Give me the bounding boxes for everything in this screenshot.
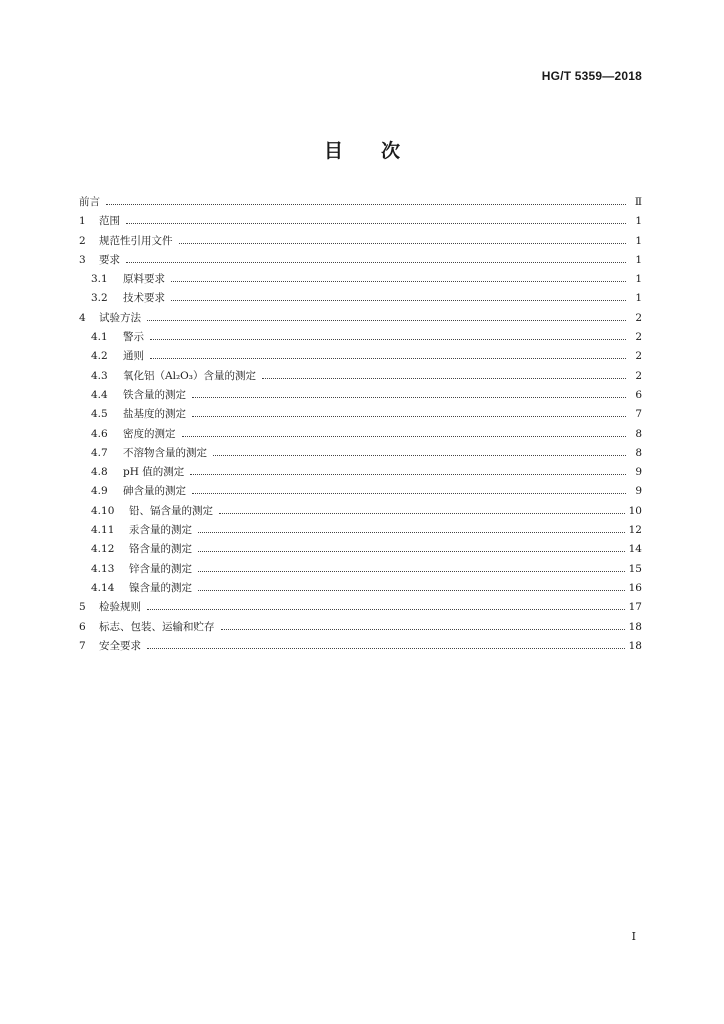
toc-entry-label: 规范性引用文件 [99,234,173,247]
dot-leader [171,299,626,301]
dot-leader [126,222,626,224]
dot-leader [106,203,626,205]
toc-entry-number: 4.11 [91,524,115,537]
dot-leader [126,261,626,263]
toc-entry[interactable] [79,503,642,522]
page-number: Ⅰ [631,930,636,943]
toc-entry[interactable] [79,213,642,232]
toc-entry-number: 4.14 [91,581,115,594]
dot-leader [198,570,625,572]
toc-entry-number: 7 [79,639,86,652]
toc-entry-page: 1 [635,215,642,228]
toc-entry-page: 6 [635,388,642,401]
toc-entry-label: 通则 [123,350,144,363]
toc-entry[interactable] [79,290,642,309]
toc-entry[interactable] [79,368,642,387]
toc-entry-number: 1 [79,215,86,228]
toc-entry[interactable] [79,387,642,406]
toc-entry-page: 9 [635,466,642,479]
toc-entry-label: 铁含量的测定 [123,388,186,401]
toc-entry-page: 1 [635,292,642,305]
dot-leader [192,415,626,417]
toc-entry-label: 前言 [79,196,100,208]
toc-entry-label: 标志、包装、运输和贮存 [99,620,215,633]
toc-entry-number: 4.5 [91,408,108,421]
toc-entry-label: 试验方法 [99,311,141,324]
toc-entry-page: 15 [628,562,642,575]
toc-entry[interactable] [79,329,642,348]
toc-entry-label: 汞含量的测定 [129,524,192,537]
toc-entry[interactable] [79,483,642,502]
title-char-1: 目 [323,140,343,162]
toc-entry[interactable] [79,406,642,425]
toc-entry-page: 2 [635,331,642,344]
toc-entry[interactable] [79,464,642,483]
toc-entry-page: 17 [628,601,642,614]
toc-entry-label: pH 值的测定 [123,466,185,479]
toc-entry-number: 4.3 [91,369,108,382]
toc-entry[interactable] [79,426,642,445]
toc-entry-page: 18 [628,620,642,633]
toc-entry[interactable] [79,233,642,252]
dot-leader [198,550,625,552]
toc-entry-number: 4.10 [91,504,115,517]
toc-entry-label: 砷含量的测定 [123,485,186,498]
toc-entry-label: 范围 [99,215,120,228]
toc-entry[interactable] [79,638,642,657]
toc-entry-number: 4 [79,311,86,324]
toc-entry[interactable] [79,580,642,599]
toc-entry-number: 3.1 [91,273,108,286]
toc-entry-page: 2 [635,350,642,363]
toc-entry[interactable] [79,252,642,271]
toc-entry[interactable] [79,310,642,329]
dot-leader [179,242,627,244]
table-of-contents [79,194,642,657]
toc-entry-page: 16 [628,581,642,594]
toc-entry-page: 10 [628,504,642,517]
toc-entry-page: Ⅱ [634,196,642,208]
toc-entry-number: 4.2 [91,350,108,363]
toc-entry-number: 2 [79,234,86,247]
toc-entry-label: 锌含量的测定 [129,562,192,575]
toc-entry-page: 18 [628,639,642,652]
title-char-2: 次 [381,140,401,162]
toc-entry-page: 12 [628,524,642,537]
toc-entry-number: 4.6 [91,427,108,440]
toc-entry-page: 1 [635,273,642,286]
toc-entry-number: 6 [79,620,86,633]
toc-entry-page: 2 [635,369,642,382]
dot-leader [192,492,626,494]
dot-leader [150,357,626,359]
toc-entry[interactable] [79,522,642,541]
toc-entry-page: 1 [635,253,642,266]
dot-leader [262,377,626,379]
dot-leader [192,396,626,398]
toc-entry-number: 3 [79,253,86,266]
dot-leader [147,647,625,649]
toc-entry-number: 4.7 [91,446,108,459]
toc-entry[interactable] [79,599,642,618]
toc-entry-label: 镍含量的测定 [129,581,192,594]
toc-entry-label: 密度的测定 [123,427,176,440]
dot-leader [221,628,625,630]
toc-entry-label: 铅、镉含量的测定 [129,504,213,517]
page-title [0,136,724,163]
toc-entry-page: 8 [635,446,642,459]
toc-entry-number: 4.13 [91,562,115,575]
toc-entry-page: 7 [635,408,642,421]
toc-entry-page: 1 [635,234,642,247]
toc-entry[interactable] [79,541,642,560]
toc-entry-page: 14 [628,543,642,556]
dot-leader [150,338,626,340]
dot-leader [147,319,626,321]
toc-entry-number: 4.8 [91,466,108,479]
dot-leader [198,531,625,533]
toc-entry-label: 不溶物含量的测定 [123,446,207,459]
toc-entry[interactable] [79,194,642,213]
toc-entry-label: 氧化铝（Al₂O₃）含量的测定 [123,369,256,382]
dot-leader [213,454,626,456]
toc-entry-label: 盐基度的测定 [123,408,186,421]
toc-entry[interactable] [79,271,642,290]
toc-entry-number: 4.4 [91,388,108,401]
dot-leader [198,589,625,591]
toc-entry[interactable] [79,561,642,580]
toc-entry-label: 技术要求 [123,292,165,305]
standard-code: HG/T 5359—2018 [541,69,642,83]
toc-entry-label: 检验规则 [99,601,141,614]
toc-entry-number: 5 [79,601,86,614]
dot-leader [219,512,625,514]
toc-entry[interactable] [79,348,642,367]
toc-entry-label: 原料要求 [123,273,165,286]
toc-entry[interactable] [79,445,642,464]
toc-entry-page: 2 [635,311,642,324]
dot-leader [190,473,626,475]
toc-entry-label: 安全要求 [99,639,141,652]
toc-entry-number: 4.12 [91,543,115,556]
toc-entry-page: 8 [635,427,642,440]
toc-entry-label: 要求 [99,253,120,266]
toc-entry-number: 4.1 [91,331,108,344]
toc-entry-number: 4.9 [91,485,108,498]
toc-entry-page: 9 [635,485,642,498]
toc-entry-number: 3.2 [91,292,108,305]
toc-entry-label: 铬含量的测定 [129,543,192,556]
dot-leader [171,280,626,282]
toc-entry-label: 警示 [123,331,144,344]
dot-leader [182,435,627,437]
toc-entry[interactable] [79,619,642,638]
dot-leader [147,608,625,610]
